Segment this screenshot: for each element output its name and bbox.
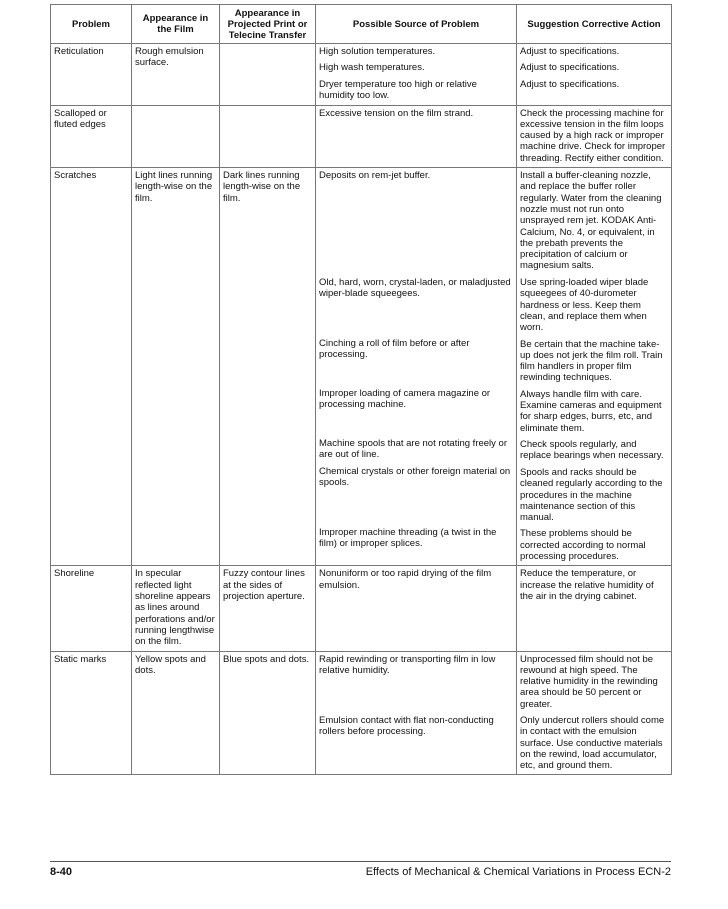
source-item: Dryer temperature too high or relative humidity too low. <box>319 78 477 101</box>
action-item: Only undercut rollers should come in contact with the emulsion surface. Use conductive materials on the rewind, load accumulator, etc, and ground them. <box>520 714 665 772</box>
header-appearance-projected: Appearance in Projected Print or Telecine Transfer <box>220 5 316 44</box>
source-item: Deposits on rem-jet buffer. <box>319 170 431 182</box>
corrective-action-cell <box>517 566 672 651</box>
appearance-film-cell: Rough emulsion surface. <box>132 44 220 106</box>
source-item: Improper loading of camera magazine or processing machine. <box>319 388 491 411</box>
action-item: Check spools regularly, and replace bearings when necessary. <box>520 438 664 462</box>
source-item: Machine spools that are not rotating freely or are out of line. <box>319 438 507 461</box>
source-item: Nonuniform or too rapid drying of the film emulsion. <box>319 568 492 591</box>
source-item: Cinching a roll of film before or after processing. <box>319 338 470 361</box>
problem-cell: Scalloped or fluted edges <box>51 105 132 167</box>
problem-cell: Scratches <box>51 168 132 566</box>
problem-cell: Reticulation <box>51 44 132 106</box>
source-cell <box>316 105 517 167</box>
appearance-film-cell <box>132 105 220 167</box>
troubleshooting-table <box>50 4 672 775</box>
appearance-projected-cell: Fuzzy contour lines at the sides of projection aperture. <box>220 566 316 651</box>
table-row <box>51 566 672 651</box>
header-corrective-action: Suggestion Corrective Action <box>517 5 672 44</box>
corrective-action-cell <box>517 105 672 167</box>
table-row <box>51 168 672 566</box>
source-item: Old, hard, worn, crystal-laden, or maladjusted wiper-blade squeegees. <box>319 277 511 300</box>
source-item: Emulsion contact with flat non-conducting rollers before processing. <box>319 714 494 737</box>
table-row <box>51 651 672 775</box>
action-item: Adjust to specifications. <box>520 46 620 57</box>
action-item: These problems should be corrected according to normal processing procedures. <box>520 528 646 563</box>
footer-page-number: 8-40 <box>50 866 73 878</box>
appearance-projected-cell: Blue spots and dots. <box>220 651 316 775</box>
action-item: Use spring-loaded wiper blade squeegees of 40-durometer hardness or less. Keep them clean, and replace them when worn. <box>520 277 649 334</box>
source-item: High solution temperatures. <box>319 46 436 57</box>
action-item: Check the processing machine for excessive tension in the film loops caused by a high rack or improper machine drive. Check for improper threading. Rectify either condition. <box>520 107 666 164</box>
action-item: Unprocessed film should not be rewound at high speed. The relative humidity in the rewinding area should be 50 percent or greater. <box>520 653 658 710</box>
footer-rule <box>50 861 671 862</box>
action-item: Install a buffer-cleaning nozzle, and replace the buffer roller regularly. Water from the cleaning nozzle must not run onto unsprayed rem jet. KODAK Anti-Calcium, No. 4, or equivalent, in the prebath prevents the precipitation of calcium or magnesium salts. <box>520 170 662 272</box>
header-source: Possible Source of Problem <box>316 5 517 44</box>
corrective-action-cell <box>517 168 672 566</box>
source-cell <box>316 44 517 106</box>
source-item: Chemical crystals or other foreign material on spools. <box>319 466 511 489</box>
action-item: Adjust to specifications. <box>520 78 620 90</box>
source-cell <box>316 168 517 566</box>
source-cell <box>316 566 517 651</box>
appearance-film-cell: In specular reflected light shoreline appears as lines around perforations and/or running lengthwise on the film. <box>132 566 220 651</box>
source-item: High wash temperatures. <box>319 62 425 74</box>
action-item: Adjust to specifications. <box>520 62 620 74</box>
footer-title: Effects of Mechanical & Chemical Variations in Process ECN-2 <box>365 866 671 878</box>
source-item: Excessive tension on the film strand. <box>319 107 474 119</box>
problem-cell: Static marks <box>51 651 132 775</box>
header-problem: Problem <box>51 5 132 44</box>
problem-cell: Shoreline <box>51 566 132 651</box>
appearance-projected-cell <box>220 105 316 167</box>
header-appearance-film: Appearance in the Film <box>132 5 220 44</box>
appearance-film-cell: Yellow spots and dots. <box>132 651 220 775</box>
source-item: Improper machine threading (a twist in the film) or improper splices. <box>319 527 497 550</box>
table-row <box>51 105 672 167</box>
source-cell <box>316 651 517 775</box>
appearance-film-cell: Light lines running length-wise on the film. <box>132 168 220 566</box>
corrective-action-cell <box>517 44 672 106</box>
action-item: Be certain that the machine take-up does not jerk the film roll. Train film handlers in proper film rewinding techniques. <box>520 338 663 384</box>
action-item: Spools and racks should be cleaned regularly according to the procedures in the machine maintenance section of this manual. <box>520 466 663 524</box>
corrective-action-cell <box>517 651 672 775</box>
source-item: Rapid rewinding or transporting film in low relative humidity. <box>319 653 496 676</box>
action-item: Reduce the temperature, or increase the relative humidity of the air in the drying cabinet. <box>520 568 654 603</box>
table-row <box>51 44 672 106</box>
action-item: Always handle film with care. Examine cameras and equipment for sharp edges, burrs, etc, and eliminate them. <box>520 388 662 434</box>
table-header-row <box>51 5 672 44</box>
appearance-projected-cell <box>220 44 316 106</box>
appearance-projected-cell: Dark lines running length-wise on the film. <box>220 168 316 566</box>
